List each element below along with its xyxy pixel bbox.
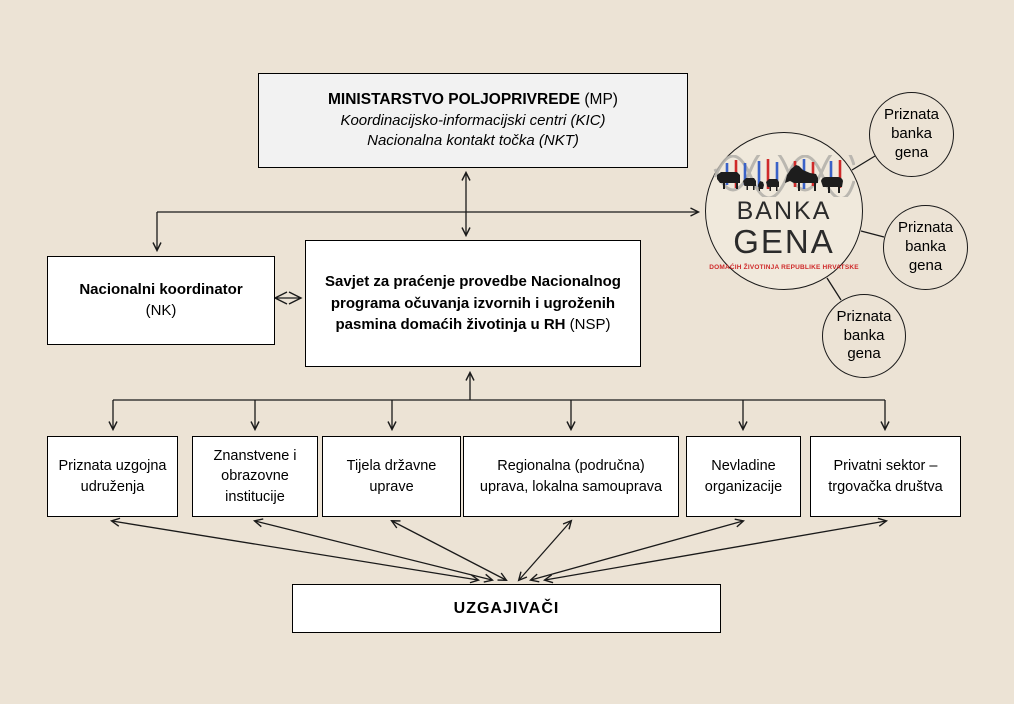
recognized-bank-circle-3: Priznata banka gena xyxy=(822,294,906,378)
ministry-line3: Nacionalna kontakt točka (NKT) xyxy=(367,131,579,149)
stakeholder-box-private-sector: Privatni sektor – trgovačka društva xyxy=(810,436,961,517)
ministry-line2: Koordinacijsko-informacijski centri (KIC) xyxy=(340,111,606,129)
council-text: Savjet za praćenje provedbe Nacionalnog programa očuvanja izvornih i ugroženih pasmina domaćih životinja u RH (NSP) xyxy=(325,272,621,334)
banka-gena-logo-icon xyxy=(713,155,855,197)
ministry-box xyxy=(258,73,688,168)
coordinator-title: Nacionalni koordinator xyxy=(79,281,243,299)
gene-bank-subtitle: DOMAĆIH ŽIVOTINJA REPUBLIKE HRVATSKE xyxy=(709,264,859,271)
breeders-box xyxy=(292,584,721,633)
council-box xyxy=(305,240,641,367)
breeders-label: UZGAJIVAČI xyxy=(453,599,560,617)
stakeholder-box-ngo: Nevladine organizacije xyxy=(686,436,801,517)
stakeholder-box-regional-local: Regionalna (područna) uprava, lokalna samouprava xyxy=(463,436,679,517)
gene-bank-word2: GENA xyxy=(733,223,835,260)
national-coordinator-box xyxy=(47,256,275,345)
coordinator-tag: (NK) xyxy=(145,301,177,319)
gene-bank-word1: BANKA xyxy=(736,197,832,225)
stakeholder-box-science-education: Znanstvene i obrazovne institucije xyxy=(192,436,318,517)
stakeholder-box-state-administration: Tijela državne uprave xyxy=(322,436,461,517)
ministry-title: MINISTARSTVO POLJOPRIVREDE (MP) xyxy=(328,90,618,108)
recognized-bank-circle-1: Priznata banka gena xyxy=(869,92,954,177)
stakeholder-box-breeding-associations: Priznata uzgojna udruženja xyxy=(47,436,178,517)
gene-bank-circle xyxy=(705,132,863,290)
recognized-bank-circle-2: Priznata banka gena xyxy=(883,205,968,290)
